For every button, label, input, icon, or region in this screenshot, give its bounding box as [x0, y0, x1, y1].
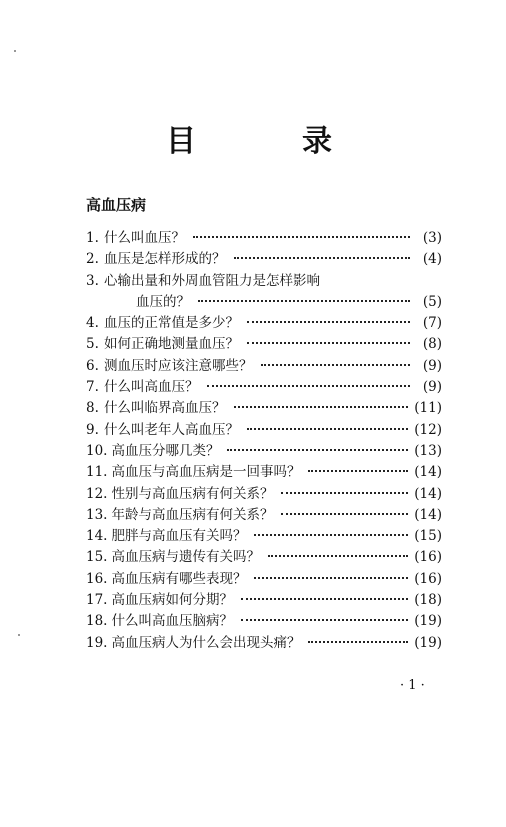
toc-entry [86, 334, 442, 355]
entry-page: (15) [414, 528, 442, 545]
entry-title: 高血压病如何分期？ [111, 592, 233, 609]
dot-leader [227, 449, 408, 451]
entry-title: 如何正确地测量血压？ [104, 336, 239, 353]
entry-title: 肥胖与高血压有关吗？ [111, 528, 247, 545]
toc-entry [86, 356, 442, 377]
toc-entry [86, 377, 442, 398]
entry-title: 高血压病与遗传有关吗？ [111, 549, 260, 566]
entry-page: (13) [414, 442, 442, 459]
entry-page: (19) [414, 634, 442, 651]
section-heading: 高血压病 [86, 196, 147, 214]
toc-entry [86, 292, 442, 313]
dot-leader [268, 555, 408, 557]
dot-leader [241, 598, 408, 600]
entry-page: (3) [422, 230, 442, 246]
entry-title: 性别与高血压病有何关系？ [111, 485, 274, 502]
entry-page: (5) [422, 293, 442, 310]
entry-title: 什么叫临界高血压？ [104, 400, 226, 417]
entry-page: (11) [414, 400, 442, 417]
entry-number: 7. [86, 379, 99, 396]
dot-leader [261, 364, 411, 366]
dot-leader [254, 577, 408, 579]
toc-entry [86, 249, 442, 270]
entry-title: 什么叫老年人高血压？ [104, 421, 239, 438]
dot-leader [281, 513, 408, 515]
entry-number: 18. [86, 613, 108, 630]
entry-title: 年龄与高血压病有何关系？ [111, 506, 274, 523]
dot-leader [281, 492, 408, 494]
entry-title: 血压的正常值是多少？ [104, 315, 239, 332]
toc-entry [86, 462, 442, 483]
dot-leader [247, 342, 410, 344]
dot-leader [247, 428, 408, 430]
toc-entry [86, 569, 442, 590]
entry-page: (9) [422, 379, 442, 396]
entry-number: 4. [86, 315, 99, 332]
entry-title: 高血压病有哪些表现？ [111, 570, 247, 587]
entry-number: 10. [86, 442, 108, 459]
entry-number: 15. [86, 549, 108, 566]
entry-title: 什么叫高血压脑病？ [111, 613, 233, 630]
entry-number: 3. [86, 272, 99, 289]
dot-leader [308, 641, 408, 643]
entry-title: 高血压分哪几类？ [111, 442, 220, 459]
dot-leader [193, 236, 410, 238]
entry-page: (7) [422, 315, 442, 332]
toc-entry [86, 441, 442, 462]
entry-number: 17. [86, 592, 108, 609]
entry-title: 血压的？ [136, 293, 190, 310]
dot-leader [241, 619, 408, 621]
page-number: · 1 · [400, 678, 425, 693]
entry-title: 什么叫血压？ [104, 230, 185, 246]
toc-entry [86, 611, 442, 632]
entry-number: 2. [86, 251, 99, 268]
dot-leader [234, 257, 411, 259]
entry-number: 1. [86, 230, 99, 246]
toc-entry [86, 633, 442, 654]
toc-entry [86, 526, 442, 547]
entry-title: 什么叫高血压？ [104, 379, 199, 396]
dot-leader [207, 385, 411, 387]
entry-title: 血压是怎样形成的？ [104, 251, 226, 268]
scan-speck [14, 50, 16, 52]
scan-speck [18, 634, 20, 636]
entry-page: (19) [414, 613, 442, 630]
entry-title: 测血压时应该注意哪些？ [104, 357, 253, 374]
entry-number: 16. [86, 570, 108, 587]
dot-leader [247, 321, 410, 323]
toc-entry [86, 271, 442, 292]
entry-number: 5. [86, 336, 99, 353]
entry-page: (14) [414, 485, 442, 502]
entry-number: 6. [86, 357, 99, 374]
toc-entry [86, 313, 442, 334]
page-title: 目 录 [166, 124, 370, 159]
toc-entry [86, 484, 442, 505]
entry-number: 19. [86, 634, 108, 651]
entry-page: (18) [414, 592, 442, 609]
entry-page: (14) [414, 464, 442, 481]
table-of-contents [86, 228, 442, 654]
entry-title: 高血压与高血压病是一回事吗？ [111, 464, 301, 481]
entry-number: 9. [86, 421, 99, 438]
entry-number: 14. [86, 528, 108, 545]
entry-number: 12. [86, 485, 108, 502]
entry-number: 11. [86, 464, 108, 481]
entry-title: 高血压病人为什么会出现头痛？ [111, 634, 301, 651]
toc-entry [86, 420, 442, 441]
entry-number: 13. [86, 506, 108, 523]
entry-page: (16) [414, 570, 442, 587]
dot-leader [234, 406, 409, 408]
entry-page: (14) [414, 506, 442, 523]
toc-entry [86, 505, 442, 526]
toc-entry [86, 547, 442, 568]
entry-page: (16) [414, 549, 442, 566]
dot-leader [254, 534, 408, 536]
dot-leader [308, 470, 408, 472]
entry-page: (9) [422, 357, 442, 374]
toc-entry [86, 398, 442, 419]
dot-leader [198, 300, 410, 302]
toc-entry [86, 228, 442, 249]
toc-entry [86, 590, 442, 611]
entry-page: (12) [414, 421, 442, 438]
entry-number: 8. [86, 400, 99, 417]
entry-page: (8) [422, 336, 442, 353]
entry-page: (4) [422, 251, 442, 268]
entry-title: 心输出量和外周血管阻力是怎样影响 [104, 272, 320, 289]
